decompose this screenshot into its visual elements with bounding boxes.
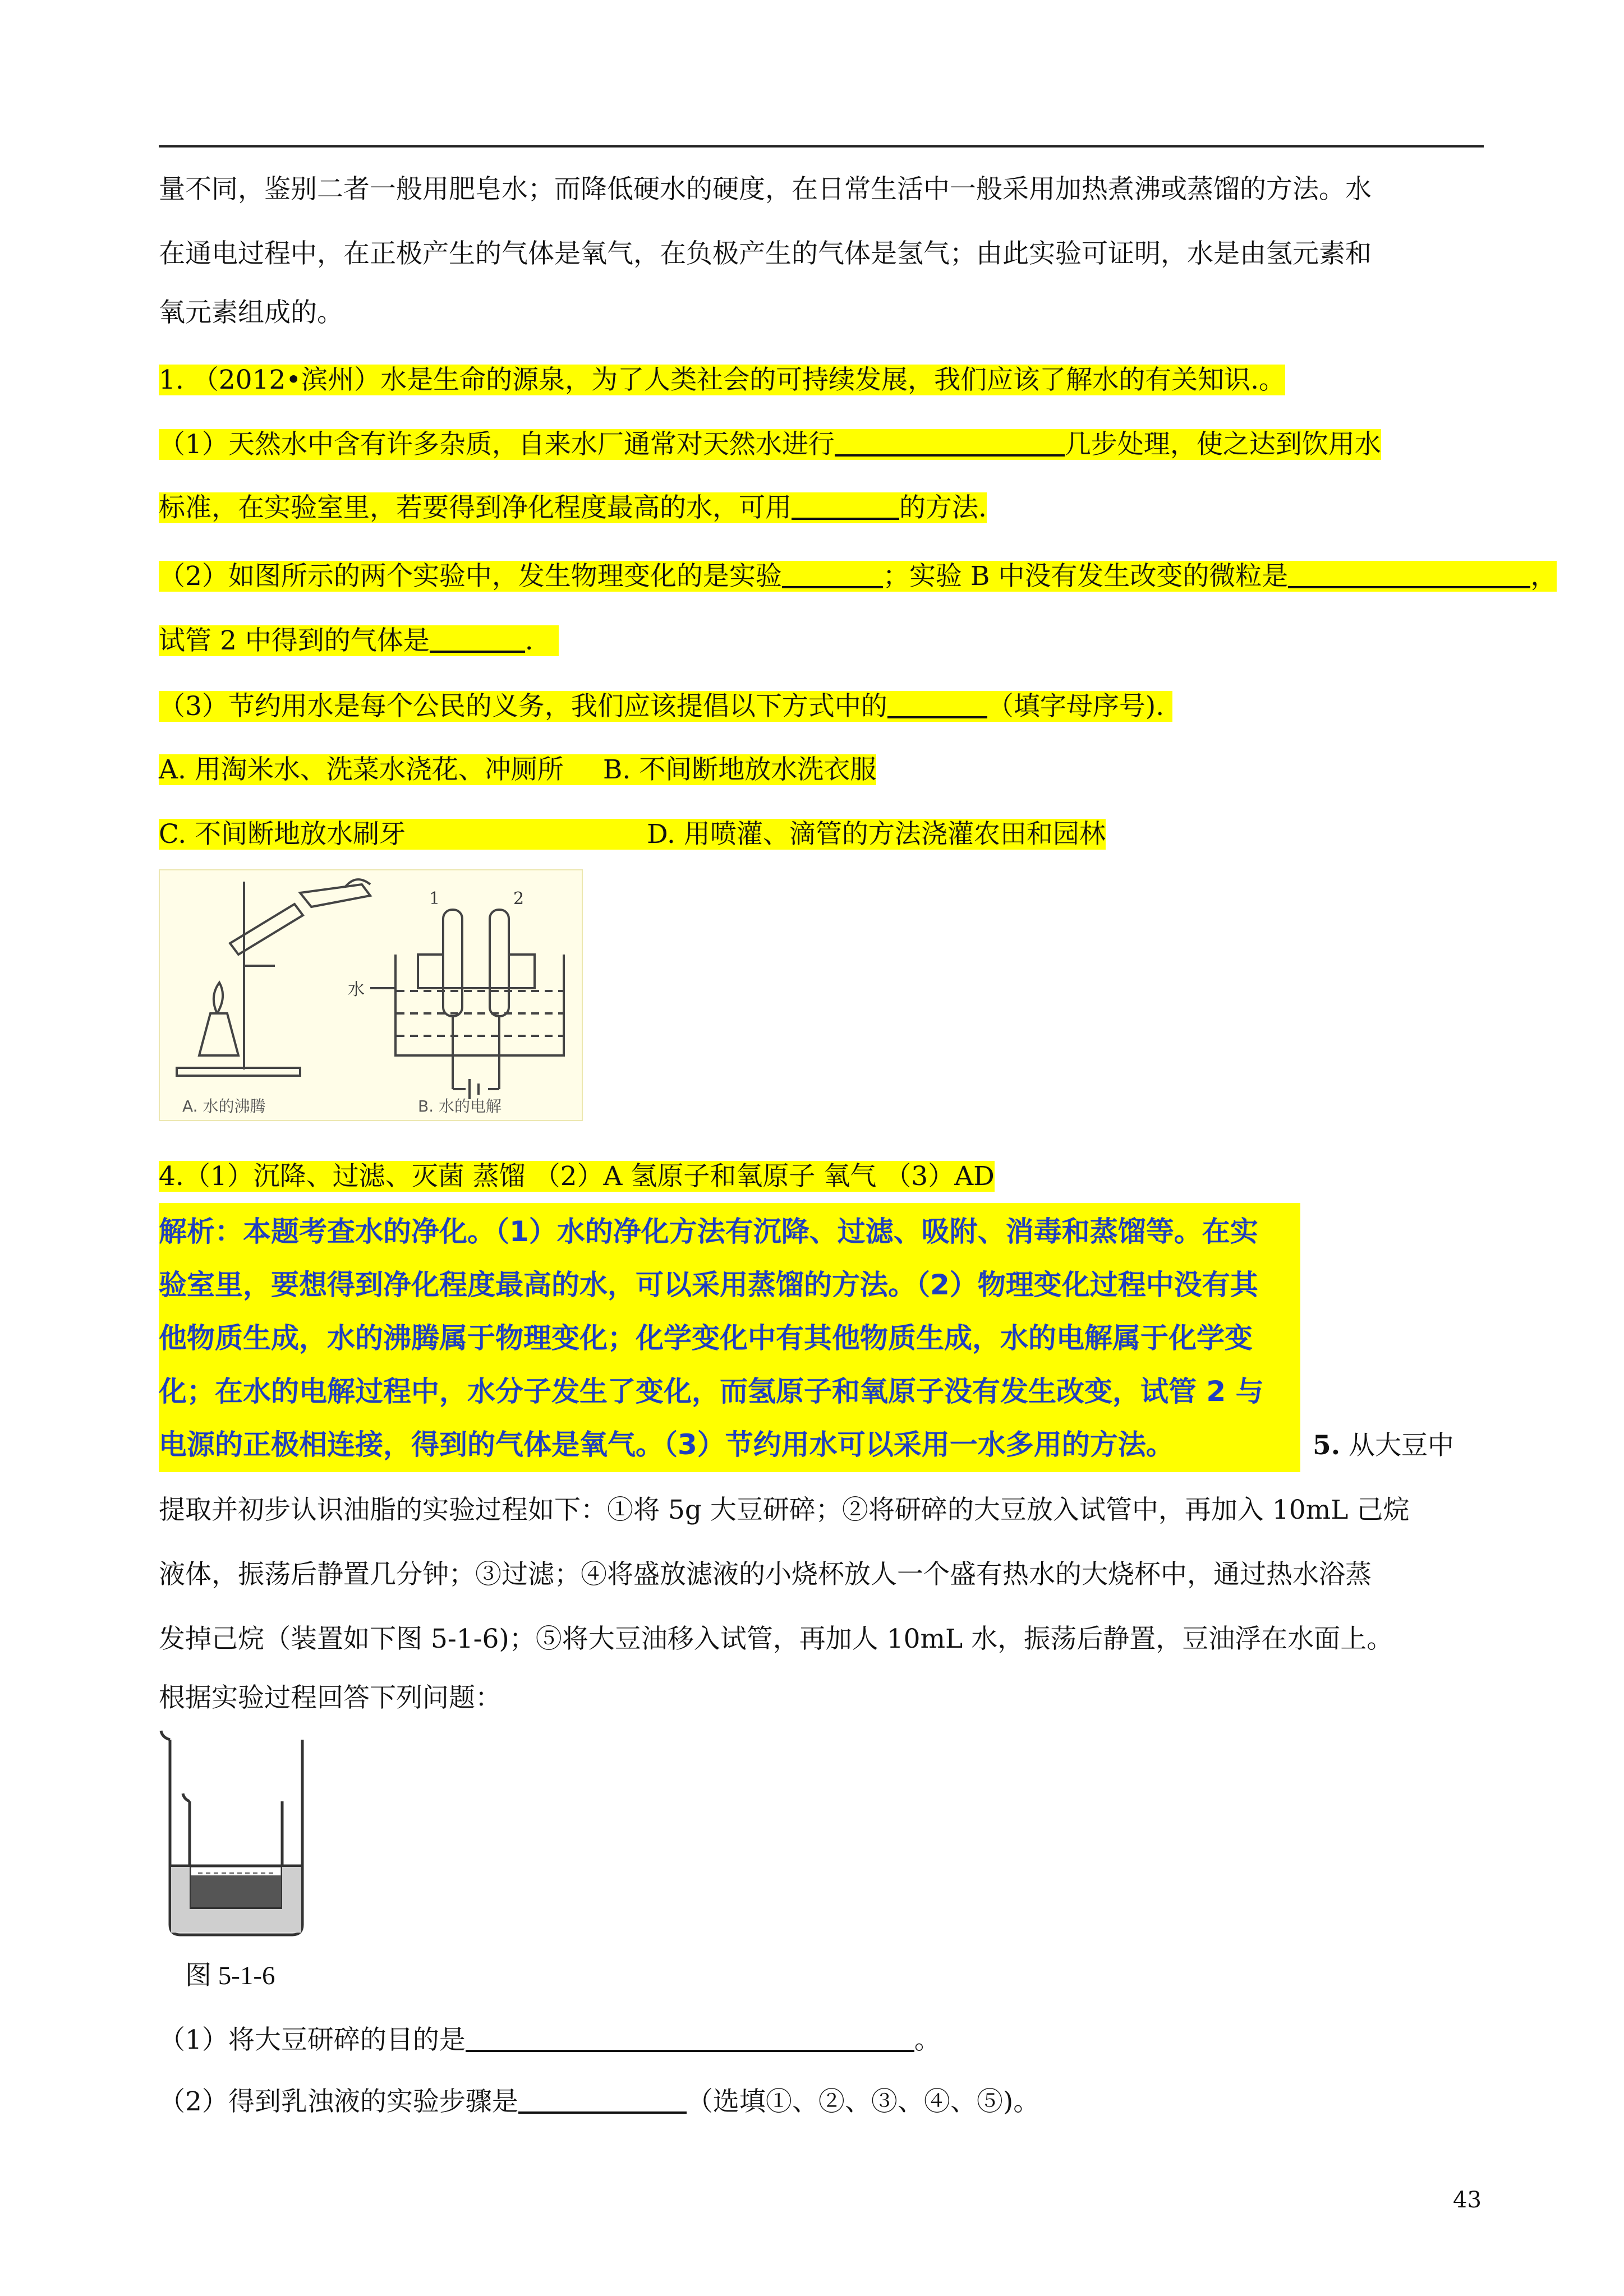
hot-water-liquid: [171, 1909, 301, 1933]
question-1-part-1-line-1: [159, 423, 1381, 466]
figure-water-bath-beakers: [159, 1728, 314, 1939]
q5-s2-text-b: （选填①、②、③、④、⑤)。: [686, 2086, 1040, 2117]
q1-p1-text-c: 标准，在实验室里，若要得到净化程度最高的水，可用: [159, 492, 792, 523]
question-1-part-1-line-2: [159, 487, 987, 529]
figure-boiling-electrolysis: [159, 869, 583, 1121]
q5-s1-text-a: （1）将大豆研碎的目的是: [159, 2025, 466, 2055]
label-water: 水: [348, 980, 365, 999]
explanation-line-4: 化；在水的电解过程中，水分子发生了变化，而氢原子和氧原子没有发生改变，试管 2 与: [159, 1375, 1264, 1408]
trough: [395, 955, 564, 1055]
question-1-part-2-line-1: [159, 555, 1557, 598]
explanation-line-1: 解析：本题考查水的净化。（1）水的净化方法有沉降、过滤、吸附、消毒和蒸馏等。在实: [159, 1215, 1258, 1248]
alcohol-lamp: [199, 1013, 238, 1055]
answer-blank-7[interactable]: [466, 2024, 914, 2052]
glass-slide: [300, 884, 370, 907]
question-1-part-2-line-2: [159, 620, 559, 662]
filtrate-liquid: [191, 1875, 281, 1907]
question-5-line-3: 发掉己烷（装置如下图 5-1-6)；⑤将大豆油移入试管，再加人 10mL 水，振荡后静置，豆油浮在水面上。: [159, 1624, 1393, 1654]
label-tube-1: 1: [429, 889, 440, 909]
q1-p3-text-a: （3）节约用水是每个公民的义务，我们应该提倡以下方式中的: [159, 691, 887, 722]
header-rule: [159, 145, 1484, 147]
q1-p1-text-d: 的方法.: [899, 492, 987, 523]
question-1-part-3: [159, 685, 1172, 728]
page-number: 43: [1453, 2187, 1482, 2213]
answer-line: [159, 1155, 995, 1198]
question-5-title-start: 从大豆中: [1349, 1430, 1455, 1461]
option-d: D. 用喷灌、滴管的方法浇灌农田和园林: [647, 819, 1106, 850]
answer-blank-4[interactable]: [1288, 560, 1530, 588]
explanation-line-2: 验室里，要想得到净化程度最高的水，可以采用蒸馏的方法。（2）物理变化过程中没有其: [159, 1269, 1258, 1301]
answer-blank-3[interactable]: [782, 560, 883, 588]
figure-water-bath-drawing: [159, 1728, 314, 1939]
option-a: A. 用淘米水、洗菜水浇花、冲厕所: [159, 754, 564, 785]
figure-caption: 图 5-1-6: [185, 1961, 275, 1990]
answer-blank-1[interactable]: [835, 428, 1065, 457]
tube-1: [443, 910, 462, 1016]
caption-a: A. 水的沸腾: [182, 1097, 266, 1115]
intro-line-1: 量不同，鉴别二者一般用肥皂水；而降低硬水的硬度，在日常生活中一般采用加热煮沸或蒸馏的方法。水: [159, 174, 1372, 205]
question-5-heading: [1313, 1424, 1454, 1467]
answer-blank-6[interactable]: [887, 690, 987, 718]
flame: [214, 983, 223, 1013]
q1-p2-text-e: .: [525, 625, 533, 656]
q1-p1-text-b: 几步处理，使之达到饮用水: [1064, 429, 1381, 460]
question-5-sub-2: [159, 2081, 1039, 2123]
intro-line-2: 在通电过程中，在正极产生的气体是氧气，在负极产生的气体是氢气；由此实验可证明，水是由氢元素和: [159, 238, 1372, 269]
answer-blank-5[interactable]: [430, 625, 525, 653]
q1-p2-text-b: ；实验 B 中没有发生改变的微粒是: [882, 561, 1289, 592]
question-5-sub-1: [159, 2019, 941, 2062]
answer-blank-8[interactable]: [518, 2086, 687, 2114]
option-b: B. 不间断地放水洗衣服: [602, 754, 877, 785]
stand-base: [177, 1068, 300, 1076]
q1-p2-text-d: 试管 2 中得到的气体是: [159, 625, 430, 656]
test-tube-a: [230, 904, 303, 955]
q5-s1-text-b: 。: [914, 2025, 941, 2055]
tube-2: [490, 910, 509, 1016]
options-row-1: [159, 749, 876, 791]
label-tube-2: 2: [513, 889, 525, 909]
caption-b: B. 水的电解: [418, 1097, 502, 1115]
explanation-line-5: 电源的正极相连接，得到的气体是氧气。（3）节约用水可以采用一水多用的方法。: [159, 1428, 1174, 1461]
wire-frame: [418, 955, 535, 988]
q1-p2-text-c: ，: [1530, 561, 1557, 592]
answer-blank-2[interactable]: [792, 492, 899, 520]
intro-line-3: 氧元素组成的。: [159, 297, 343, 328]
question-1-title-text: 1. （2012•滨州）水是生命的源泉，为了人类社会的可持续发展，我们应该了解水的有关知识.。: [159, 365, 1286, 395]
question-5-line-1: 提取并初步认识油脂的实验过程如下：①将 5g 大豆研碎；②将研碎的大豆放入试管中，再加入 10mL 己烷: [159, 1495, 1410, 1525]
question-5-number: 5.: [1313, 1430, 1341, 1461]
question-5-line-4: 根据实验过程回答下列问题：: [159, 1682, 502, 1713]
figure-boiling-electrolysis-drawing: [160, 870, 582, 1120]
q1-p1-text-a: （1）天然水中含有许多杂质，自来水厂通常对天然水进行: [159, 429, 835, 460]
q5-s2-text-a: （2）得到乳浊液的实验步骤是: [159, 2086, 518, 2117]
question-1-title: [159, 359, 1285, 402]
options-row-2: [159, 813, 1106, 856]
q1-p2-text-a: （2）如图所示的两个实验中，发生物理变化的是实验: [159, 561, 782, 592]
option-c: C. 不间断地放水刷牙: [159, 819, 406, 850]
question-5-line-2: 液体，振荡后静置几分钟；③过滤；④将盛放滤液的小烧杯放人一个盛有热水的大烧杯中，通过热水浴蒸: [159, 1559, 1372, 1590]
q1-p3-text-b: （填字母序号).: [987, 691, 1165, 722]
explanation-line-3: 他物质生成，水的沸腾属于物理变化；化学变化中有其他物质生成，水的电解属于化学变: [159, 1322, 1253, 1354]
answer-text: 4.（1）沉降、过滤、灭菌 蒸馏 （2）A 氢原子和氧原子 氧气 （3）AD: [159, 1161, 995, 1192]
